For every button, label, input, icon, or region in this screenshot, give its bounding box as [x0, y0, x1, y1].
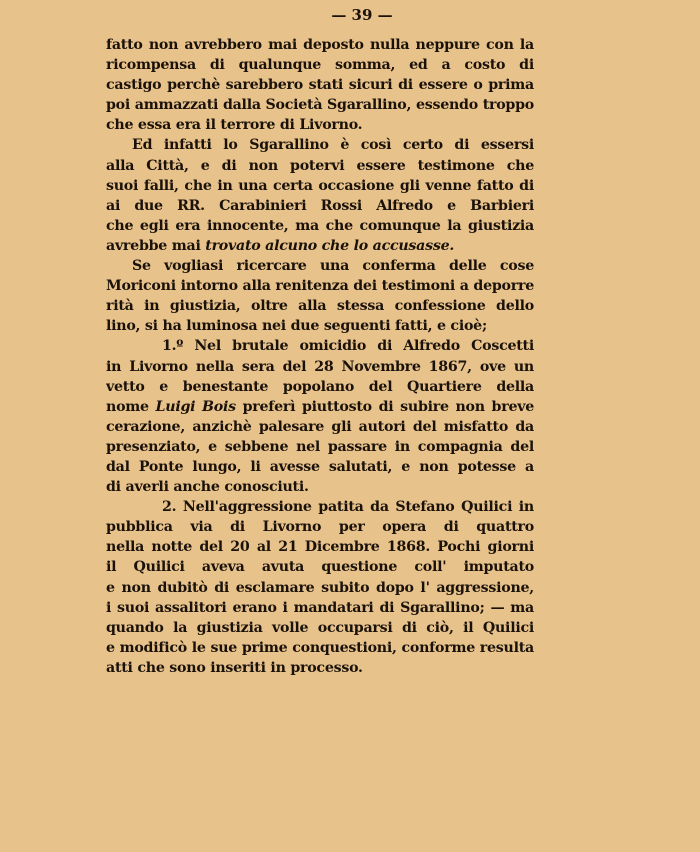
text-segment: lino, si ha luminosa nei due seguenti fatti, e cioè;	[106, 318, 487, 335]
text-segment: quando la giustizia volle occuparsi di ciò, il Quilici	[106, 619, 534, 636]
text-line	[106, 437, 534, 457]
text-segment: atti che sono inseriti in processo.	[106, 659, 363, 676]
text-line	[106, 557, 534, 577]
text-segment: e modificò le sue prime conquestioni, conforme resulta	[106, 639, 534, 656]
text-segment: che essa era il terrore di Livorno.	[106, 117, 363, 134]
text-segment: in Livorno nella sera del 28 Novembre 1867, ove un	[106, 358, 534, 375]
text-segment: avrebbe mai	[106, 237, 206, 254]
text-segment: il Quilici aveva avuta questione coll' imputato	[106, 559, 534, 576]
page-body-text	[106, 35, 534, 678]
text-segment: e non dubitò di esclamare subito dopo l' aggressione,	[106, 579, 534, 596]
text-line	[106, 75, 534, 95]
text-line	[106, 135, 534, 155]
text-segment: nome	[106, 398, 156, 415]
text-segment: Se vogliasi ricercare una conferma delle cose	[132, 258, 534, 275]
text-line	[106, 95, 534, 115]
text-segment: vetto e benestante popolano del Quartiere della	[106, 378, 534, 395]
text-segment: ricompensa di qualunque somma, ed a costo di	[106, 57, 534, 74]
text-segment: di averli anche conosciuti.	[106, 479, 309, 496]
text-line	[106, 196, 534, 216]
text-segment: i suoi assalitori erano i mandatari di Sgarallino; — ma	[106, 599, 534, 616]
text-line	[106, 638, 534, 658]
text-line	[106, 176, 534, 196]
text-line	[106, 236, 534, 256]
text-segment: che egli era innocente, ma che comunque la giustizia	[106, 217, 534, 234]
text-line	[106, 537, 534, 557]
text-segment: rità in giustizia, oltre alla stessa confessione dello	[106, 298, 534, 315]
text-segment: alla Città, e di non potervi essere testimone che	[106, 157, 534, 174]
text-line	[106, 477, 534, 497]
text-line	[106, 316, 534, 336]
text-line	[106, 377, 534, 397]
text-segment: pubblica via di Livorno per opera di quattro	[106, 519, 534, 536]
text-line	[106, 256, 534, 276]
text-segment: nella notte del 20 al 21 Dicembre 1868. Pochi giorni	[106, 539, 534, 556]
text-segment: dal Ponte lungo, li avesse salutati, e non potesse a	[106, 458, 534, 475]
text-line	[106, 336, 534, 356]
text-line	[106, 296, 534, 316]
text-line	[106, 457, 534, 477]
text-line	[106, 598, 534, 618]
italic-text: trovato alcuno che lo accusasse.	[205, 237, 455, 254]
text-segment: 1.º Nel brutale omicidio di Alfredo Coscetti	[162, 338, 534, 355]
text-segment: cerazione, anzichè palesare gli autori del misfatto da	[106, 418, 534, 435]
text-segment: suoi falli, che in una certa occasione gli venne fatto di	[106, 177, 534, 194]
text-segment: castigo perchè sarebbero stati sicuri di essere o prima	[106, 77, 534, 94]
text-line	[106, 497, 534, 517]
text-line	[106, 658, 534, 678]
text-segment: preferì piuttosto di subire non breve	[242, 398, 534, 415]
text-line	[106, 357, 534, 377]
text-line	[106, 216, 534, 236]
text-line	[106, 276, 534, 296]
text-line	[106, 397, 534, 417]
text-segment: 2. Nell'aggressione patita da Stefano Quilici in	[162, 499, 534, 516]
text-line	[106, 156, 534, 176]
text-segment: poi ammazzati dalla Società Sgarallino, essendo troppo	[106, 97, 534, 114]
text-line	[106, 417, 534, 437]
text-segment: ai due RR. Carabinieri Rossi Alfredo e Barbieri	[106, 197, 534, 214]
text-segment: fatto non avrebbero mai deposto nulla neppure con la	[106, 37, 534, 53]
text-line	[106, 55, 534, 75]
text-line	[106, 35, 534, 55]
italic-text: Luigi Bois	[155, 398, 236, 415]
text-segment: presenziato, e sebbene nel passare in compagnia del	[106, 438, 534, 455]
text-line	[106, 517, 534, 537]
text-segment: Ed infatti lo Sgarallino è così certo di essersi	[132, 137, 534, 154]
text-line	[106, 618, 534, 638]
page-number: — 39 —	[331, 6, 393, 24]
text-line	[106, 115, 534, 135]
text-segment: Moriconi intorno alla renitenza dei testimoni a deporre	[106, 278, 534, 295]
text-line	[106, 578, 534, 598]
